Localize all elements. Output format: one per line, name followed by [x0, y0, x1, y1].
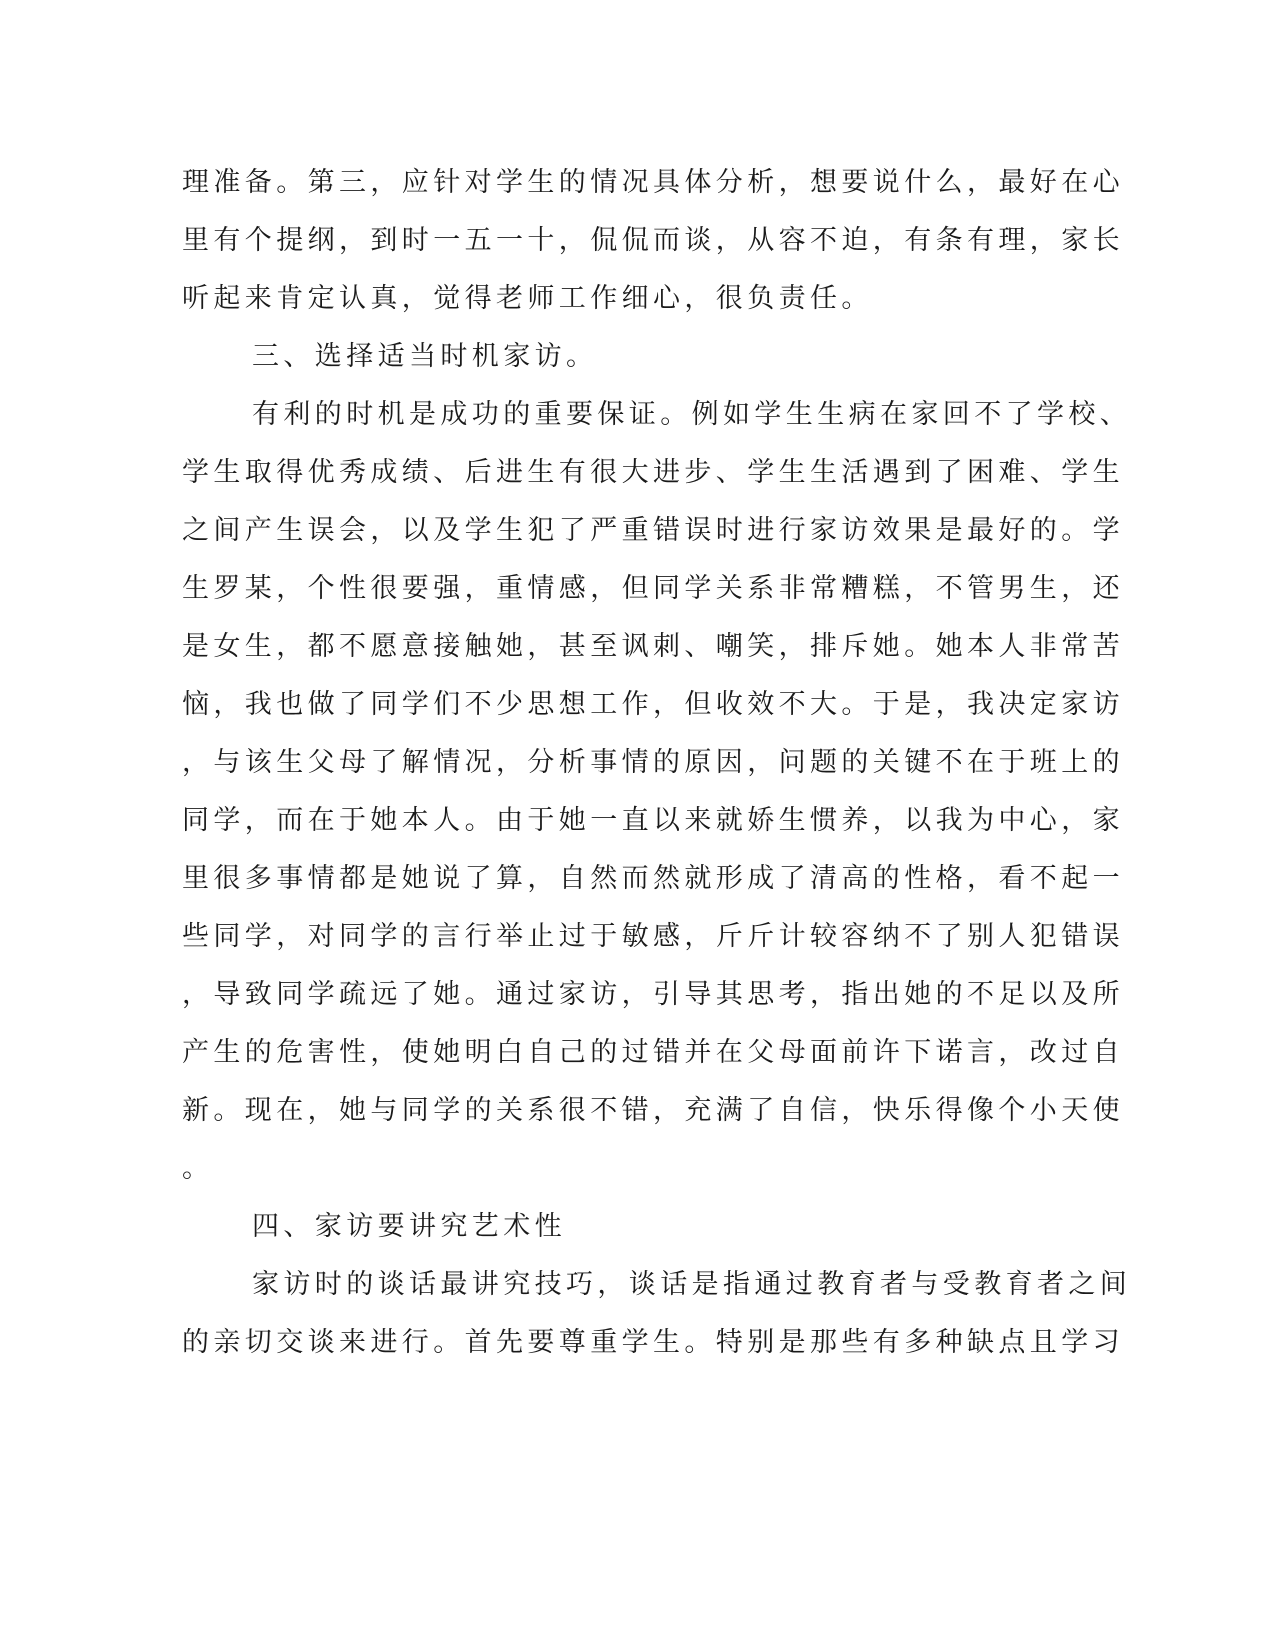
text-line: 听起来肯定认真，觉得老师工作细心，很负责任。: [182, 283, 873, 314]
text-line: 里有个提纲，到时一五一十，侃侃而谈，从容不迫，有条有理，家长: [182, 225, 1124, 256]
paragraph-start: 家访时的谈话最讲究技巧，谈话是指通过教育者与受教育者之间: [252, 1269, 1132, 1300]
text-line: 学生取得优秀成绩、后进生有很大进步、学生生活遇到了困难、学生: [182, 457, 1124, 488]
text-line: 同学，而在于她本人。由于她一直以来就娇生惯养，以我为中心，家: [182, 805, 1124, 836]
section-heading: 三、选择适当时机家访。: [252, 341, 598, 372]
text-line: 。: [182, 1153, 214, 1184]
text-line: 里很多事情都是她说了算，自然而然就形成了清高的性格，看不起一: [182, 863, 1124, 894]
paragraph-start: 有利的时机是成功的重要保证。例如学生生病在家回不了学校、: [252, 399, 1132, 430]
text-line: 是女生，都不愿意接触她，甚至讽刺、嘲笑，排斥她。她本人非常苦: [182, 631, 1124, 662]
text-line: 的亲切交谈来进行。首先要尊重学生。特别是那些有多种缺点且学习: [182, 1327, 1124, 1358]
text-line: ，导致同学疏远了她。通过家访，引导其思考，指出她的不足以及所: [182, 979, 1124, 1010]
text-line: 生罗某，个性很要强，重情感，但同学关系非常糟糕，不管男生，还: [182, 573, 1124, 604]
text-line: 新。现在，她与同学的关系很不错，充满了自信，快乐得像个小天使: [182, 1095, 1124, 1126]
text-line: 理准备。第三，应针对学生的情况具体分析，想要说什么，最好在心: [182, 167, 1124, 198]
section-heading: 四、家访要讲究艺术性: [252, 1211, 566, 1242]
text-line: 恼，我也做了同学们不少思想工作，但收效不大。于是，我决定家访: [182, 689, 1124, 720]
text-line: ，与该生父母了解情况，分析事情的原因，问题的关键不在于班上的: [182, 747, 1124, 778]
text-line: 之间产生误会，以及学生犯了严重错误时进行家访效果是最好的。学: [182, 515, 1124, 546]
text-line: 些同学，对同学的言行举止过于敏感，斤斤计较容纳不了别人犯错误: [182, 921, 1124, 952]
text-line: 产生的危害性，使她明白自己的过错并在父母面前许下诺言，改过自: [182, 1037, 1124, 1068]
